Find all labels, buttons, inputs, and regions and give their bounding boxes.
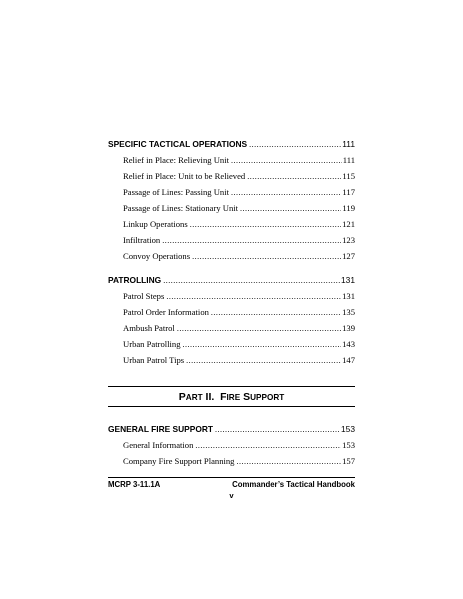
part-heading-text: IRE bbox=[226, 393, 241, 402]
dot-leader bbox=[236, 457, 341, 466]
dot-leader bbox=[231, 188, 341, 197]
dot-leader bbox=[192, 252, 341, 261]
toc-entry-title: Relief in Place: Relieving Unit bbox=[123, 155, 229, 165]
dot-leader bbox=[195, 441, 341, 450]
part-divider-bottom bbox=[108, 406, 355, 407]
toc-entry[interactable] bbox=[123, 291, 355, 305]
toc-entry-title: Company Fire Support Planning bbox=[123, 456, 235, 466]
toc-entry[interactable] bbox=[123, 203, 355, 217]
page-number: v bbox=[229, 491, 234, 500]
toc-entry-title: Ambush Patrol bbox=[123, 323, 175, 333]
dot-leader bbox=[211, 308, 341, 317]
toc-entry-title: PATROLLING bbox=[108, 275, 162, 285]
toc-entry-page: 147 bbox=[342, 355, 355, 365]
toc-entry-page: 131 bbox=[342, 291, 355, 301]
toc-entry-page: 115 bbox=[342, 171, 355, 181]
footer-doc-title: Commander’s Tactical Handbook bbox=[232, 480, 355, 489]
dot-leader bbox=[215, 425, 340, 434]
toc-entry-page: 135 bbox=[342, 307, 355, 317]
dot-leader bbox=[162, 236, 341, 245]
toc-entry-page: 117 bbox=[342, 187, 355, 197]
toc-entry-title: Passage of Lines: Stationary Unit bbox=[123, 203, 239, 213]
toc-entry-page: 119 bbox=[342, 203, 355, 213]
dot-leader bbox=[247, 172, 341, 181]
toc-entry[interactable] bbox=[123, 355, 355, 369]
toc-entry[interactable] bbox=[123, 171, 355, 185]
toc-entry[interactable] bbox=[123, 323, 355, 337]
dot-leader bbox=[231, 156, 342, 165]
toc-entry-title: Urban Patrolling bbox=[123, 339, 181, 349]
part-heading-text: P bbox=[178, 391, 186, 403]
toc-entry-page: 127 bbox=[342, 251, 355, 261]
toc-entry-title: SPECIFIC TACTICAL OPERATIONS bbox=[108, 139, 248, 149]
toc-entry[interactable] bbox=[123, 235, 355, 249]
dot-leader bbox=[190, 220, 341, 229]
toc-entry[interactable] bbox=[123, 440, 355, 454]
dot-leader bbox=[249, 140, 341, 149]
toc-entry-title: Patrol Order Information bbox=[123, 307, 209, 317]
toc-entry-page: 139 bbox=[342, 323, 355, 333]
part-heading-text: ART bbox=[185, 393, 203, 402]
toc-entry[interactable] bbox=[123, 219, 355, 233]
toc-entry-title: Patrol Steps bbox=[123, 291, 165, 301]
dot-leader bbox=[177, 324, 341, 333]
toc-entry-title: GENERAL FIRE SUPPORT bbox=[108, 424, 214, 434]
toc-entry-title: Passage of Lines: Passing Unit bbox=[123, 187, 229, 197]
toc-entry[interactable] bbox=[123, 307, 355, 321]
toc-section-heading[interactable] bbox=[108, 139, 355, 153]
toc-entry-page: 111 bbox=[342, 155, 355, 165]
dot-leader bbox=[240, 204, 341, 213]
toc-entry-page: 111 bbox=[342, 139, 355, 149]
toc-section-heading[interactable] bbox=[108, 275, 355, 289]
dot-leader bbox=[183, 340, 342, 349]
toc-entry-page: 153 bbox=[342, 440, 355, 450]
toc-entry-page: 153 bbox=[341, 424, 355, 434]
toc-entry-title: Linkup Operations bbox=[123, 219, 188, 229]
toc-entry[interactable] bbox=[123, 251, 355, 265]
part-heading-text: II. F bbox=[202, 391, 227, 403]
toc-entry-title: General Information bbox=[123, 440, 194, 450]
toc-entry[interactable] bbox=[123, 456, 355, 470]
toc-entry-page: 123 bbox=[342, 235, 355, 245]
dot-leader bbox=[186, 356, 341, 365]
toc-entry-page: 157 bbox=[342, 456, 355, 466]
footer-doc-id: MCRP 3-11.1A bbox=[108, 480, 161, 489]
part-heading-text: UPPORT bbox=[250, 393, 285, 402]
table-of-contents bbox=[108, 0, 355, 599]
toc-entry-title: Urban Patrol Tips bbox=[123, 355, 185, 365]
toc-entry[interactable] bbox=[123, 339, 355, 353]
part-divider-top bbox=[108, 386, 355, 387]
toc-entry[interactable] bbox=[123, 187, 355, 201]
dot-leader bbox=[163, 276, 340, 285]
toc-entry-page: 131 bbox=[341, 275, 355, 285]
toc-section-heading[interactable] bbox=[108, 424, 355, 438]
part-heading-text: S bbox=[240, 391, 251, 403]
page-footer bbox=[108, 480, 355, 489]
toc-entry-page: 143 bbox=[342, 339, 355, 349]
part-heading bbox=[108, 391, 355, 403]
dot-leader bbox=[166, 292, 341, 301]
toc-entry-title: Convoy Operations bbox=[123, 251, 191, 261]
toc-entry-title: Infiltration bbox=[123, 235, 161, 245]
toc-entry-page: 121 bbox=[342, 219, 355, 229]
footer-rule bbox=[108, 477, 355, 478]
toc-entry[interactable] bbox=[123, 155, 355, 169]
toc-entry-title: Relief in Place: Unit to be Relieved bbox=[123, 171, 246, 181]
